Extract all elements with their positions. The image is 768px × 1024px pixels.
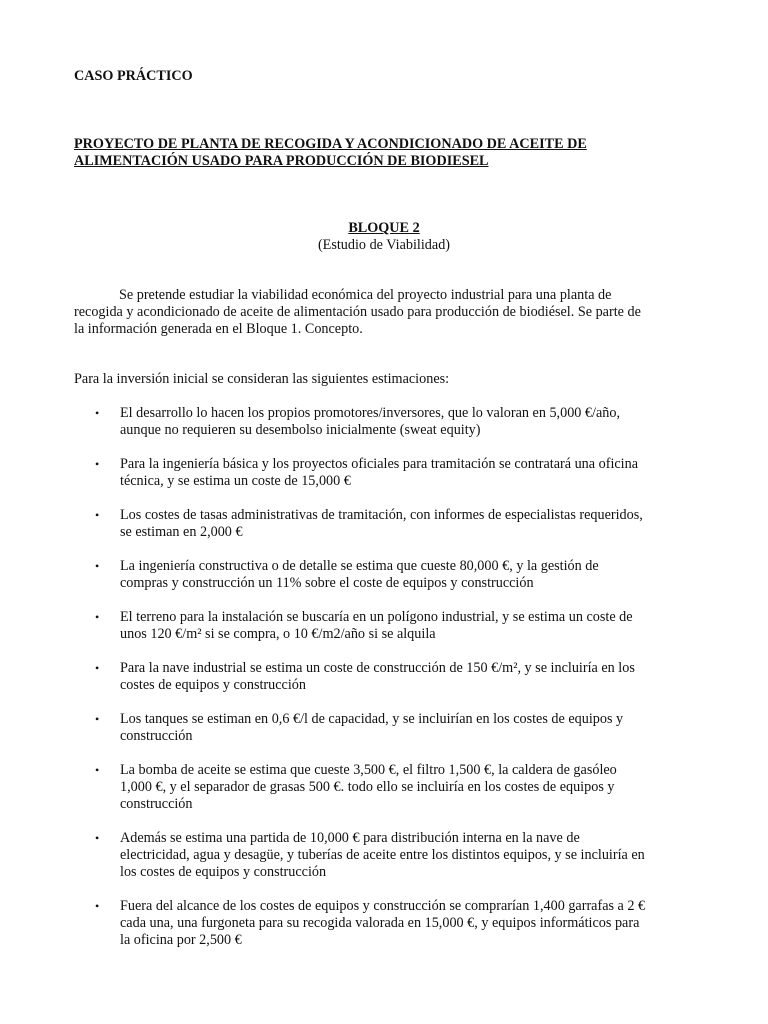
list-item: [74, 456, 696, 490]
list-item-line: técnica, y se estima un coste de 15,000 €: [120, 473, 351, 489]
list-item: [74, 830, 696, 881]
block-heading: [74, 220, 694, 254]
bullet-icon: •: [95, 457, 100, 471]
list-item-line: Para la ingeniería básica y los proyectos oficiales para tramitación se contratará una oficina: [120, 456, 639, 472]
list-item-line: electricidad, agua y desagüe, y tuberías de aceite entre los distintos equipos, y se incluiría en: [120, 847, 645, 863]
list-item: [74, 660, 696, 694]
list-item-line: compras y construcción un 11% sobre el coste de equipos y construcción: [120, 575, 534, 591]
list-item-line: Fuera del alcance de los costes de equipos y construcción se comprarían 1,400 garrafas a 2 €: [120, 898, 646, 914]
list-item: [74, 609, 696, 643]
list-item-line: Además se estima una partida de 10,000 € para distribución interna en la nave de: [120, 830, 580, 846]
estimates-list: [74, 405, 696, 966]
list-item: [74, 405, 696, 439]
list-item-line: se estiman en 2,000 €: [120, 524, 243, 540]
project-title: [74, 136, 696, 170]
bullet-icon: •: [95, 508, 100, 522]
list-item-line: construcción: [120, 728, 193, 744]
intro-line: la información generada en el Bloque 1. Concepto.: [74, 321, 363, 337]
bullet-icon: •: [95, 559, 100, 573]
bullet-icon: •: [95, 661, 100, 675]
list-item-line: El desarrollo lo hacen los propios promotores/inversores, que lo valoran en 5,000 €/año,: [120, 405, 620, 421]
list-item-line: El terreno para la instalación se buscaría en un polígono industrial, y se estima un coste de: [120, 609, 633, 625]
block-subtitle: (Estudio de Viabilidad): [317, 237, 451, 253]
case-title: CASO PRÁCTICO: [74, 68, 193, 84]
bullet-icon: •: [95, 831, 100, 845]
project-title-line: PROYECTO DE PLANTA DE RECOGIDA Y ACONDICIONADO DE ACEITE DE: [74, 136, 587, 152]
list-item-line: cada una, una furgoneta para su recogida valorada en 15,000 €, y equipos informáticos para: [120, 915, 640, 931]
block-title: BLOQUE 2: [348, 220, 420, 236]
list-item: [74, 558, 696, 592]
list-item-line: unos 120 €/m² si se compra, o 10 €/m2/año si se alquila: [120, 626, 436, 642]
bullet-icon: •: [95, 763, 100, 777]
bullet-icon: •: [95, 712, 100, 726]
bullet-icon: •: [95, 406, 100, 420]
list-item-line: Los costes de tasas administrativas de tramitación, con informes de especialistas requeridos,: [120, 507, 643, 523]
list-item-line: Los tanques se estiman en 0,6 €/l de capacidad, y se incluirían en los costes de equipos y: [120, 711, 624, 727]
list-item: [74, 762, 696, 813]
bullet-icon: •: [95, 899, 100, 913]
list-item-line: costes de equipos y construcción: [120, 677, 306, 693]
intro-line: Se pretende estudiar la viabilidad económica del proyecto industrial para una planta de: [119, 287, 612, 303]
list-item-line: 1,000 €, y el separador de grasas 500 €. todo ello se incluiría en los costes de equipos y: [120, 779, 615, 795]
project-title-line: ALIMENTACIÓN USADO PARA PRODUCCIÓN DE BIODIESEL: [74, 153, 489, 169]
list-item: [74, 711, 696, 745]
list-item-line: los costes de equipos y construcción: [120, 864, 327, 880]
list-item-line: aunque no requieren su desembolso inicialmente (sweat equity): [120, 422, 481, 438]
bullet-icon: •: [95, 610, 100, 624]
list-item-line: construcción: [120, 796, 193, 812]
list-item-line: La bomba de aceite se estima que cueste 3,500 €, el filtro 1,500 €, la caldera de gasóleo: [120, 762, 617, 778]
list-item-line: La ingeniería constructiva o de detalle se estima que cueste 80,000 €, y la gestión de: [120, 558, 599, 574]
intro-paragraph: [74, 287, 696, 338]
list-item-line: la oficina por 2,500 €: [120, 932, 242, 948]
list-item: [74, 507, 696, 541]
list-item: [74, 898, 696, 949]
intro-line: recogida y acondicionado de aceite de alimentación usado para producción de biodiésel. Se parte de: [74, 304, 641, 320]
list-item-line: Para la nave industrial se estima un coste de construcción de 150 €/m², y se incluiría en los: [120, 660, 635, 676]
investment-lead-text: Para la inversión inicial se consideran las siguientes estimaciones:: [74, 371, 450, 387]
